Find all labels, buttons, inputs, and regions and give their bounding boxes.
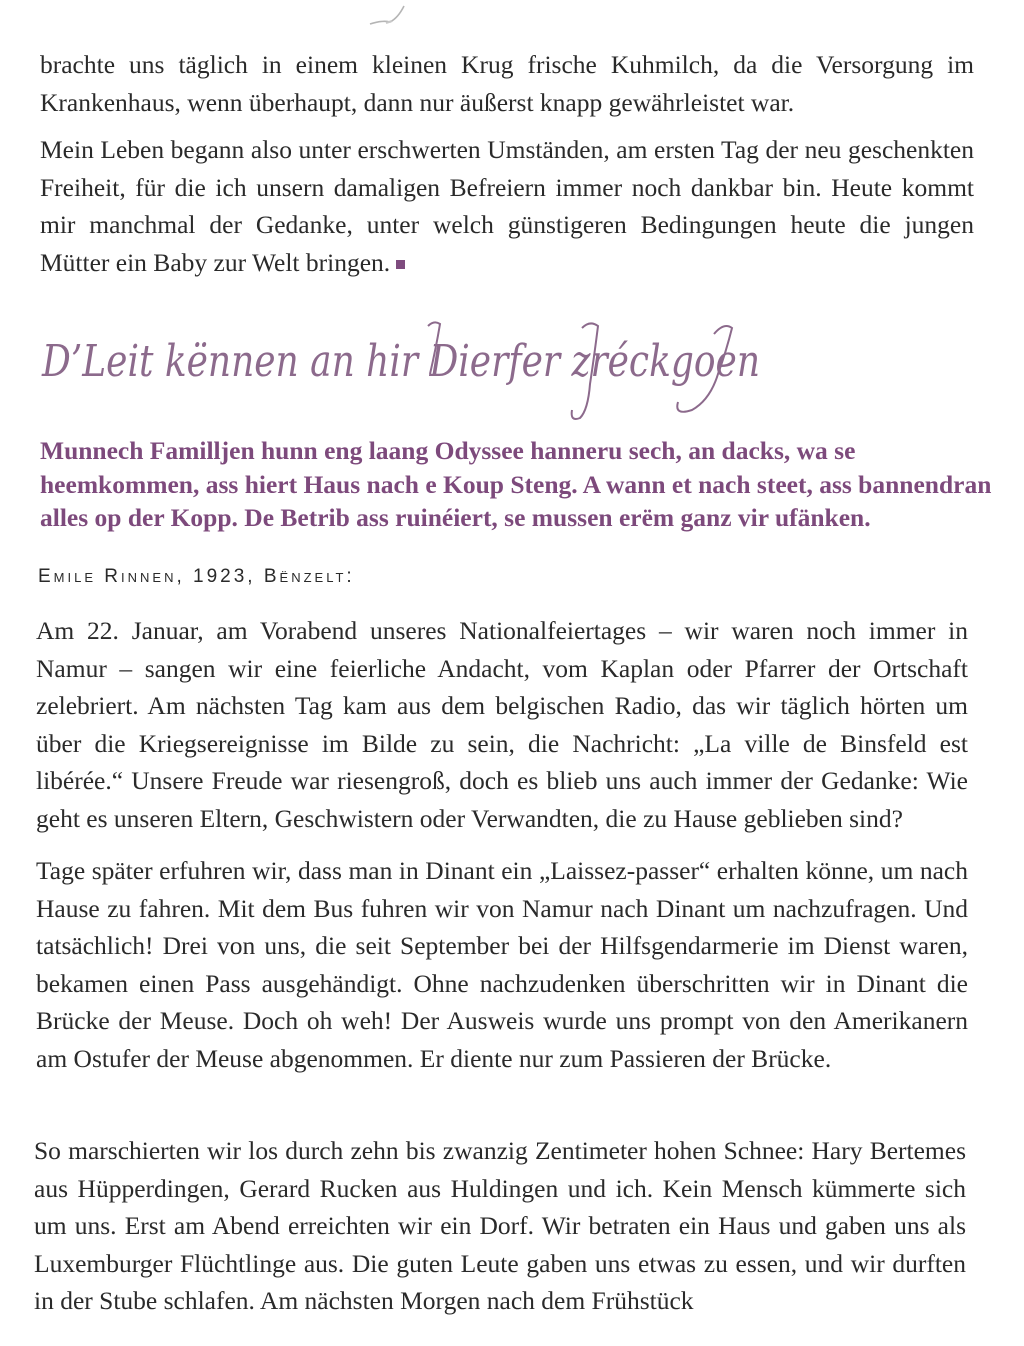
lead-paragraph [40, 434, 992, 535]
paragraph-life-began [40, 131, 974, 281]
lead-line: heemkommen, ass hiert Haus nach e Koup Steng. A wann et nach steet, ass bannendran [40, 469, 992, 499]
paragraph-life-text: Mein Leben begann also unter erschwerten Umständen, am ersten Tag der neu geschenkten Freiheit, für die ich unsern damaligen Befreiern immer noch dankbar bin. Heute kommt mir manchmal der Gedanke, unter welch günstigeren Bedingungen heute die jungen Mütter ein Baby zur Welt bringen. [40, 135, 974, 277]
lead-line: Munnech Familljen hunn eng laang Odyssee hanneru sech, an dacks, wa se [40, 436, 856, 465]
square-end-mark-icon [396, 260, 405, 269]
section-title-text: D’Leit kënnen an hir Dierfer zréckgoen [41, 336, 761, 387]
paragraph-march-snow: So marschierten wir los durch zehn bis zwanzig Zentimeter hohen Schnee: Hary Bertemes aus Hüpperdingen, Gerard Rucken aus Huldingen und ich. Kein Mensch kümmerte sich um uns. Erst am Abend erreichten wir ein Dorf. Wir betraten ein Haus und gaben uns als Luxemburger Flüchtlinge aus. Die guten Leute gaben uns etwas zu essen, und wir durften in der Stube schlafen. Am nächsten Morgen nach dem Frühstück [34, 1136, 966, 1315]
paragraph-continuation: brachte uns täglich in einem kleinen Krug frische Kuhmilch, da die Versorgung im Krankenhaus, wenn überhaupt, dann nur äußerst knapp gewährleistet war. [40, 50, 974, 117]
section-title [42, 318, 782, 428]
author-byline: Emile Rinnen, 1923, Bënzelt: [38, 566, 355, 587]
paragraph-national-day: Am 22. Januar, am Vorabend unseres Nationalfeiertages – wir waren noch immer in Namur – sangen wir eine feierliche Andacht, vom Kaplan oder Pfarrer der Ortschaft zelebriert. Am nächsten Tag kam aus dem belgischen Radio, das wir täglich hörten um über die Kriegsereignisse im Bilde zu sein, die Nachricht: „La ville de Binsfeld est libérée.“ Unsere Freude war riesengroß, doch es blieb uns auch immer der Gedanke: Wie geht es unseren Eltern, Geschwistern oder Verwandten, die zu Hause geblieben sind? [36, 616, 968, 833]
scan-pen-mark [368, 4, 408, 26]
lead-line: alles op der Kopp. De Betrib ass ruinéiert, se mussen erëm ganz vir ufänken. [40, 503, 871, 532]
paragraph-dinant-pass: Tage später erfuhren wir, dass man in Dinant ein „Laissez-passer“ erhalten könne, um nach Hause zu fahren. Mit dem Bus fuhren wir von Namur nach Dinant um nachzufragen. Und tatsächlich! Drei von uns, die seit September bei der Hilfsgendarmerie im Dienst waren, bekamen einen Pass ausgehändigt. Ohne nachzudenken überschritten wir in Dinant die Brücke der Meuse. Doch oh weh! Der Ausweis wurde uns prompt von den Amerikanern am Ostufer der Meuse abgenommen. Er diente nur zum Passieren der Brücke. [36, 856, 968, 1073]
